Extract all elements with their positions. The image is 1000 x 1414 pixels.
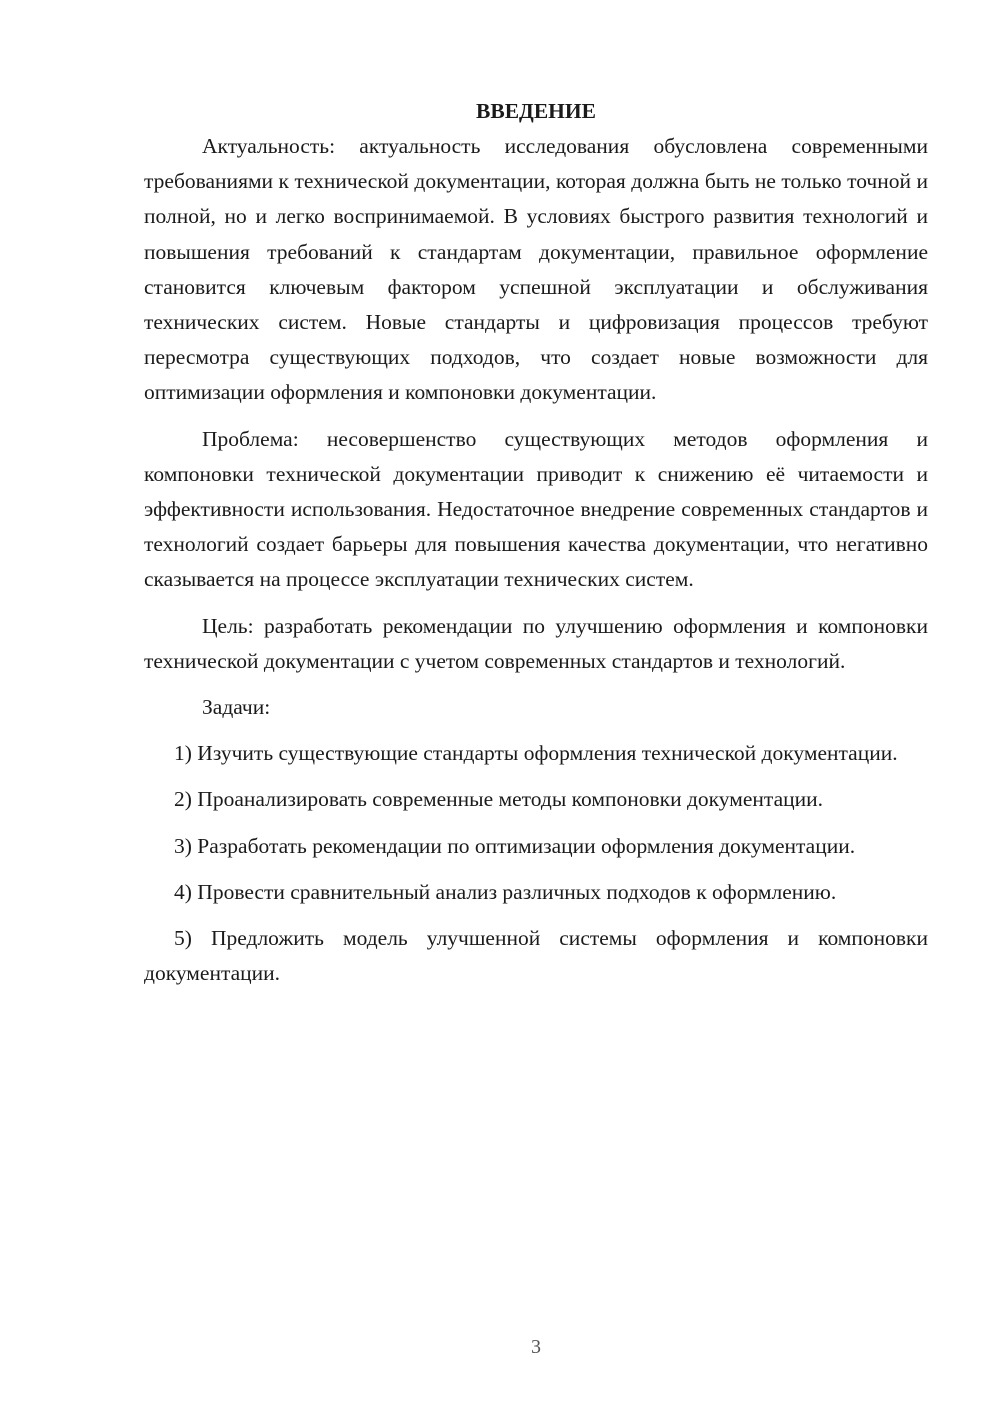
task-text: Разработать рекомендации по оптимизации оформления документации. xyxy=(197,833,856,858)
document-page xyxy=(144,94,928,991)
task-item xyxy=(144,875,928,910)
section-heading: ВВЕДЕНИЕ xyxy=(476,99,596,123)
paragraph-relevance: Актуальность: актуальность исследования обусловлена современными требованиями к технической документации, которая должна быть не только точной и полной, но и легко воспринимаемой. В условиях быстрого развития технологий и повышения требований к стандартам документации, правильное оформление становится ключевым фактором успешной эксплуатации и обслуживания технических систем. Новые стандарты и цифровизация процессов требуют пересмотра существующих подходов, что создает новые возможности для оптимизации оформления и компоновки документации. xyxy=(144,134,928,405)
task-item xyxy=(144,782,928,817)
task-text: Проанализировать современные методы компоновки документации. xyxy=(197,787,824,812)
task-text: Предложить модель улучшенной системы оформления и компоновки документации. xyxy=(144,926,928,986)
task-item xyxy=(144,921,928,991)
paragraph-problem: Проблема: несовершенство существующих методов оформления и компоновки технической документации приводит к снижению её читаемости и эффективности использования. Недостаточное внедрение современных стандартов и технологий создает барьеры для повышения качества документации, что негативно сказывается на процессе эксплуатации технических систем. xyxy=(144,426,928,592)
task-number: 2) xyxy=(174,787,192,812)
page-number: 3 xyxy=(531,1336,541,1358)
task-item xyxy=(144,829,928,864)
paragraph-tasks-label: Задачи: xyxy=(202,695,271,720)
task-text: Провести сравнительный анализ различных подходов к оформлению. xyxy=(197,879,837,904)
task-item xyxy=(144,736,928,771)
task-number: 3) xyxy=(174,833,192,858)
task-number: 1) xyxy=(174,741,192,766)
paragraph-goal: Цель: разработать рекомендации по улучшению оформления и компоновки технической документации с учетом современных стандартов и технологий. xyxy=(144,613,928,673)
task-number: 4) xyxy=(174,879,192,904)
task-text: Изучить существующие стандарты оформления технической документации. xyxy=(197,741,898,766)
task-number: 5) xyxy=(174,926,192,951)
